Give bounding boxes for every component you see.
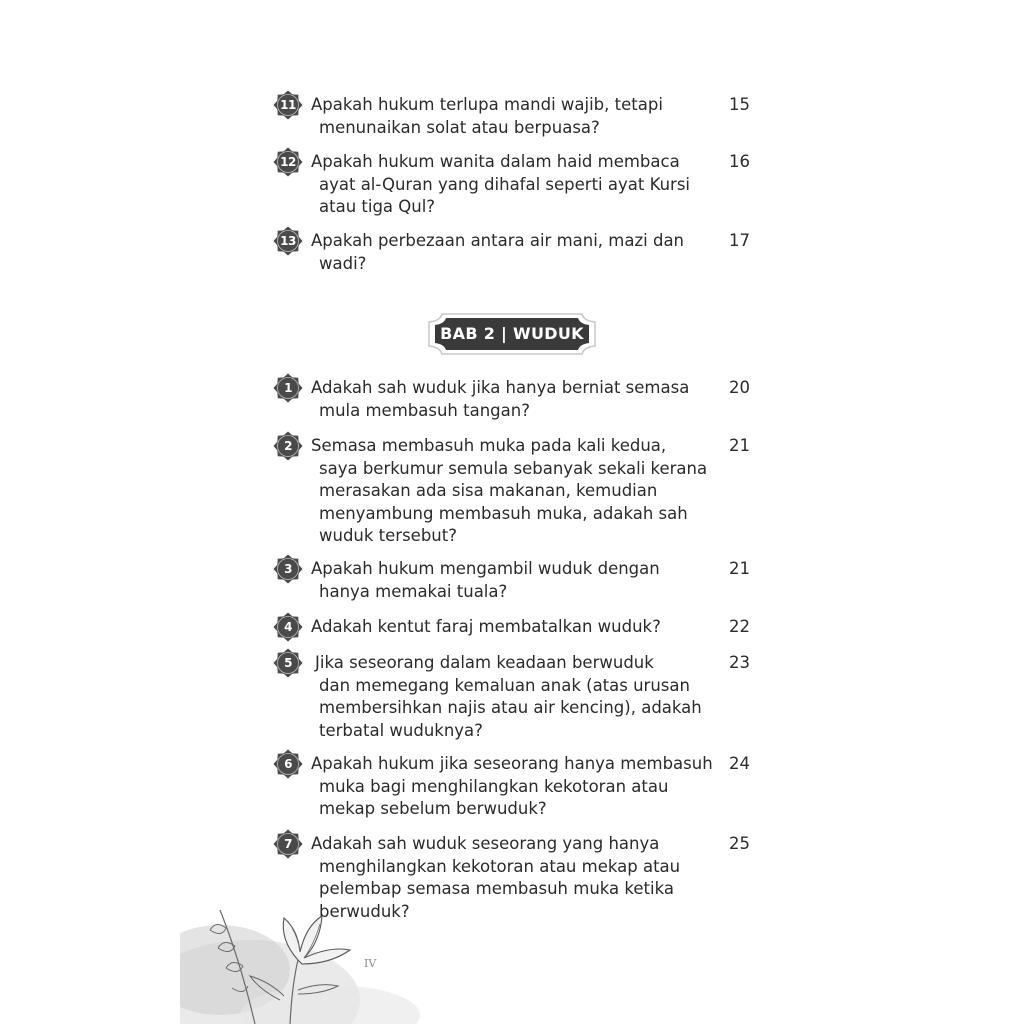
entry-question xyxy=(311,435,711,548)
entry-number: 7 xyxy=(284,837,292,851)
entry-number-badge xyxy=(273,147,303,177)
entry-line: Apakah hukum jika seseorang hanya membasuh xyxy=(311,754,713,773)
chapter-heading xyxy=(428,313,596,355)
entry-number: 5 xyxy=(284,656,292,670)
entry-line: wadi? xyxy=(319,253,367,273)
entry-line: wuduk tersebut? xyxy=(319,526,457,545)
entry-page-number: 20 xyxy=(729,378,750,397)
entry-line: Apakah perbezaan antara air mani, mazi dan xyxy=(311,231,685,250)
entry-line: hanya memakai tuala? xyxy=(319,581,508,601)
entry-page-number: 15 xyxy=(729,95,750,114)
entry-question xyxy=(311,558,711,603)
entry-page-number: 21 xyxy=(729,559,750,578)
entry-line: saya berkumur semula sebanyak sekali kerana xyxy=(319,458,708,478)
entry-number-badge xyxy=(273,829,303,859)
entry-line: membersihkan najis atau air kencing), adakah xyxy=(319,698,702,717)
entry-line: merasakan ada sisa makanan, kemudian xyxy=(319,481,658,500)
entry-line: mekap sebelum berwuduk? xyxy=(319,799,547,818)
entry-line: menghilangkan kekotoran atau mekap atau xyxy=(319,856,681,876)
entry-number-badge xyxy=(273,749,303,779)
page-number: IV xyxy=(364,957,377,970)
entry-number: 2 xyxy=(284,439,292,453)
entry-number: 4 xyxy=(284,620,292,634)
entry-number-badge xyxy=(273,373,303,403)
entry-number: 11 xyxy=(280,98,296,112)
entry-line: muka bagi menghilangkan kekotoran atau xyxy=(319,776,669,796)
entry-line: Jika seseorang dalam keadaan berwuduk xyxy=(315,653,654,672)
entry-page-number: 21 xyxy=(729,436,750,455)
chapter-title: BAB 2 | WUDUK xyxy=(440,324,584,343)
entry-line: Adakah sah wuduk jika hanya berniat semasa xyxy=(311,378,690,397)
entry-line: menyambung membasuh muka, adakah sah xyxy=(319,503,688,523)
entry-question xyxy=(311,94,711,139)
entry-line: pelembap semasa membasuh muka ketika xyxy=(319,879,674,898)
entry-line: dan memegang kemaluan anak (atas urusan xyxy=(319,675,690,695)
entry-question xyxy=(311,616,711,639)
entry-number-badge xyxy=(273,226,303,256)
entry-line: ayat al-Quran yang dihafal seperti ayat Kursi xyxy=(319,174,691,194)
entry-question xyxy=(311,377,711,422)
entry-line: Apakah hukum wanita dalam haid membaca xyxy=(311,152,680,171)
entry-number-badge xyxy=(273,554,303,584)
entry-line: Adakah kentut faraj membatalkan wuduk? xyxy=(311,617,661,636)
entry-number: 1 xyxy=(284,381,292,395)
entry-line: Apakah hukum terlupa mandi wajib, tetapi xyxy=(311,95,663,114)
entry-line: atau tiga Qul? xyxy=(319,197,436,216)
entry-line: Adakah sah wuduk seseorang yang hanya xyxy=(311,834,660,853)
entry-line: terbatal wuduknya? xyxy=(319,720,483,740)
entry-number-badge xyxy=(273,612,303,642)
entry-number-badge xyxy=(273,431,303,461)
entry-page-number: 17 xyxy=(729,231,750,250)
entry-page-number: 23 xyxy=(729,653,750,672)
entry-number-badge xyxy=(273,648,303,678)
entry-question xyxy=(311,753,711,821)
entry-number-badge xyxy=(273,90,303,120)
entry-question xyxy=(311,652,711,742)
entry-page-number: 22 xyxy=(729,617,750,636)
entry-page-number: 24 xyxy=(729,754,750,773)
entry-number: 12 xyxy=(280,155,296,169)
entry-line: menunaikan solat atau berpuasa? xyxy=(319,117,600,137)
entry-line: berwuduk? xyxy=(319,901,410,921)
floral-illustration xyxy=(180,890,440,1024)
entry-line: Apakah hukum mengambil wuduk dengan xyxy=(311,559,660,578)
entry-question xyxy=(311,151,711,219)
entry-page-number: 16 xyxy=(729,152,750,171)
entry-question xyxy=(311,230,711,275)
document-page xyxy=(180,0,845,1024)
entry-number: 13 xyxy=(280,234,296,248)
entry-line: Semasa membasuh muka pada kali kedua, xyxy=(311,436,667,455)
entry-number: 6 xyxy=(284,757,292,771)
entry-number: 3 xyxy=(284,562,292,576)
entry-page-number: 25 xyxy=(729,834,750,853)
entry-line: mula membasuh tangan? xyxy=(319,400,530,420)
